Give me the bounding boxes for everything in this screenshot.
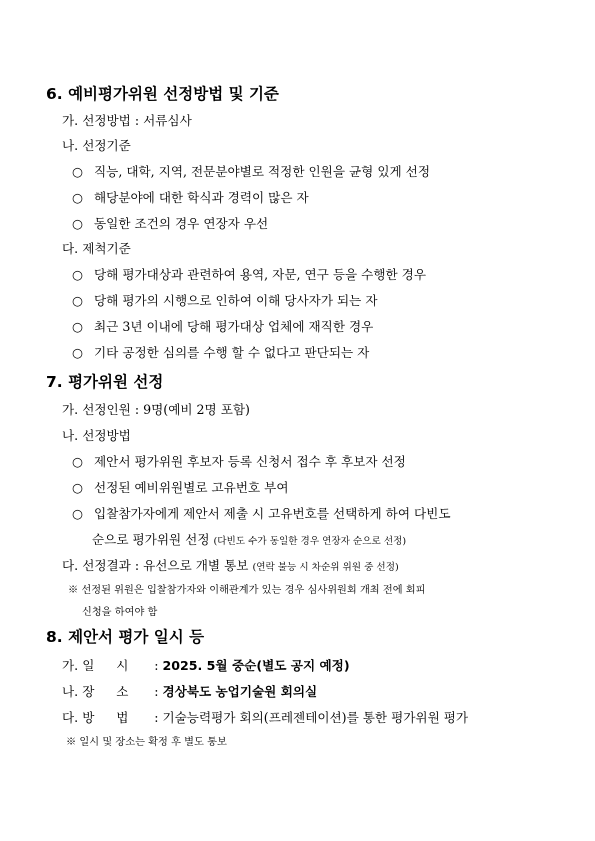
item-label: 가.: [62, 658, 79, 673]
section-6-title: 6. 예비평가위원 선정방법 및 기준: [46, 85, 279, 103]
bullet-text: 선정된 예비위원별로 고유번호 부여: [94, 480, 289, 495]
bullet-text: 직능, 대학, 지역, 전문분야별로 적정한 인원을 균형 있게 선정: [94, 164, 431, 179]
item-label: 나.: [62, 684, 79, 699]
item-separator: :: [154, 658, 159, 673]
remark-note-continuation: 신청을 하여야 함: [82, 607, 158, 618]
continuation-text: 순으로 평가위원 선정: [92, 532, 210, 547]
bullet-item: [72, 347, 369, 360]
section-8-item-na: [62, 686, 317, 699]
circle-bullet-icon: ○: [72, 480, 83, 495]
circle-bullet-icon: ○: [72, 293, 83, 308]
item-label: 다.: [62, 241, 79, 256]
item-label: 나.: [62, 138, 79, 153]
bullet-text: 해당분야에 대한 학식과 경력이 많은 자: [94, 190, 309, 205]
bullet-item: [72, 218, 268, 231]
circle-bullet-icon: ○: [72, 319, 83, 334]
circle-bullet-icon: ○: [72, 164, 83, 179]
item-label: 가.: [62, 113, 79, 128]
section-6-item-na: [62, 140, 131, 153]
item-key-part: 방: [82, 710, 95, 725]
bullet-item: [72, 482, 289, 495]
bullet-text: 당해 평가대상과 관련하여 용역, 자문, 연구 등을 수행한 경우: [94, 267, 427, 282]
circle-bullet-icon: ○: [72, 454, 83, 469]
bullet-text: 입찰참가자에게 제안서 제출 시 고유번호를 선택하게 하여 다빈도: [94, 506, 451, 521]
item-text: 선정결과 : 유선으로 개별 통보: [82, 558, 249, 573]
bullet-continuation: [92, 534, 406, 547]
section-7-item-ga: [62, 404, 250, 417]
section-6-item-da: [62, 243, 131, 256]
item-separator: :: [154, 710, 159, 725]
item-key-part: 시: [116, 658, 129, 673]
section-7-item-na: [62, 430, 131, 443]
schedule-value: 2025. 5월 중순(별도 공지 예정): [162, 658, 350, 673]
bullet-item: [72, 269, 426, 282]
item-key-part: 일: [82, 658, 95, 673]
circle-bullet-icon: ○: [72, 506, 83, 521]
bullet-text: 기타 공정한 심의를 수행 할 수 없다고 판단되는 자: [94, 345, 370, 360]
bullet-text: 최근 3년 이내에 당해 평가대상 업체에 재직한 경우: [94, 319, 374, 334]
item-text: 선정방법 : 서류심사: [82, 113, 192, 128]
section-8-title: 8. 제안서 평가 일시 등: [46, 628, 205, 646]
item-label: 다.: [62, 710, 79, 725]
item-label: 다.: [62, 558, 79, 573]
section-6-item-ga: [62, 115, 192, 128]
bullet-item: [72, 192, 309, 205]
item-label: 가.: [62, 402, 79, 417]
bullet-item: [72, 166, 430, 179]
location-value: 경상북도 농업기술원 회의실: [162, 684, 318, 699]
remark-note: ※ 일시 및 장소는 확정 후 별도 통보: [66, 737, 227, 748]
bullet-text: 제안서 평가위원 후보자 등록 신청서 접수 후 후보자 선정: [94, 454, 406, 469]
circle-bullet-icon: ○: [72, 345, 83, 360]
bullet-item: [72, 508, 451, 521]
circle-bullet-icon: ○: [72, 216, 83, 231]
method-value: 기술능력평가 회의(프레젠테이션)를 통한 평가위원 평가: [162, 710, 469, 725]
item-key-part: 소: [116, 684, 129, 699]
item-text: 선정인원 : 9명(예비 2명 포함): [82, 402, 250, 417]
section-7-item-da: [62, 560, 399, 573]
section-7-title: 7. 평가위원 선정: [46, 373, 164, 391]
item-key-part: 장: [82, 684, 95, 699]
item-label: 나.: [62, 428, 79, 443]
bullet-text: 당해 평가의 시행으로 인하여 이해 당사자가 되는 자: [94, 293, 378, 308]
item-text: 선정방법: [82, 428, 131, 443]
continuation-note: (다빈도 수가 동일한 경우 연장자 순으로 선정): [213, 536, 407, 547]
bullet-item: [72, 456, 406, 469]
circle-bullet-icon: ○: [72, 190, 83, 205]
circle-bullet-icon: ○: [72, 267, 83, 282]
section-8-item-ga: [62, 660, 350, 673]
section-8-item-da: [62, 712, 468, 725]
item-text: 제척기준: [82, 241, 131, 256]
item-key-part: 법: [116, 710, 129, 725]
item-text: 선정기준: [82, 138, 131, 153]
remark-note: ※ 선정된 위원은 입찰참가자와 이해관계가 있는 경우 심사위원회 개최 전에 회피: [68, 585, 426, 596]
item-separator: :: [154, 684, 159, 699]
bullet-item: [72, 321, 373, 334]
bullet-item: [72, 295, 378, 308]
bullet-text: 동일한 조건의 경우 연장자 우선: [94, 216, 269, 231]
item-note: (연락 불능 시 차순위 위원 중 선정): [252, 562, 399, 573]
